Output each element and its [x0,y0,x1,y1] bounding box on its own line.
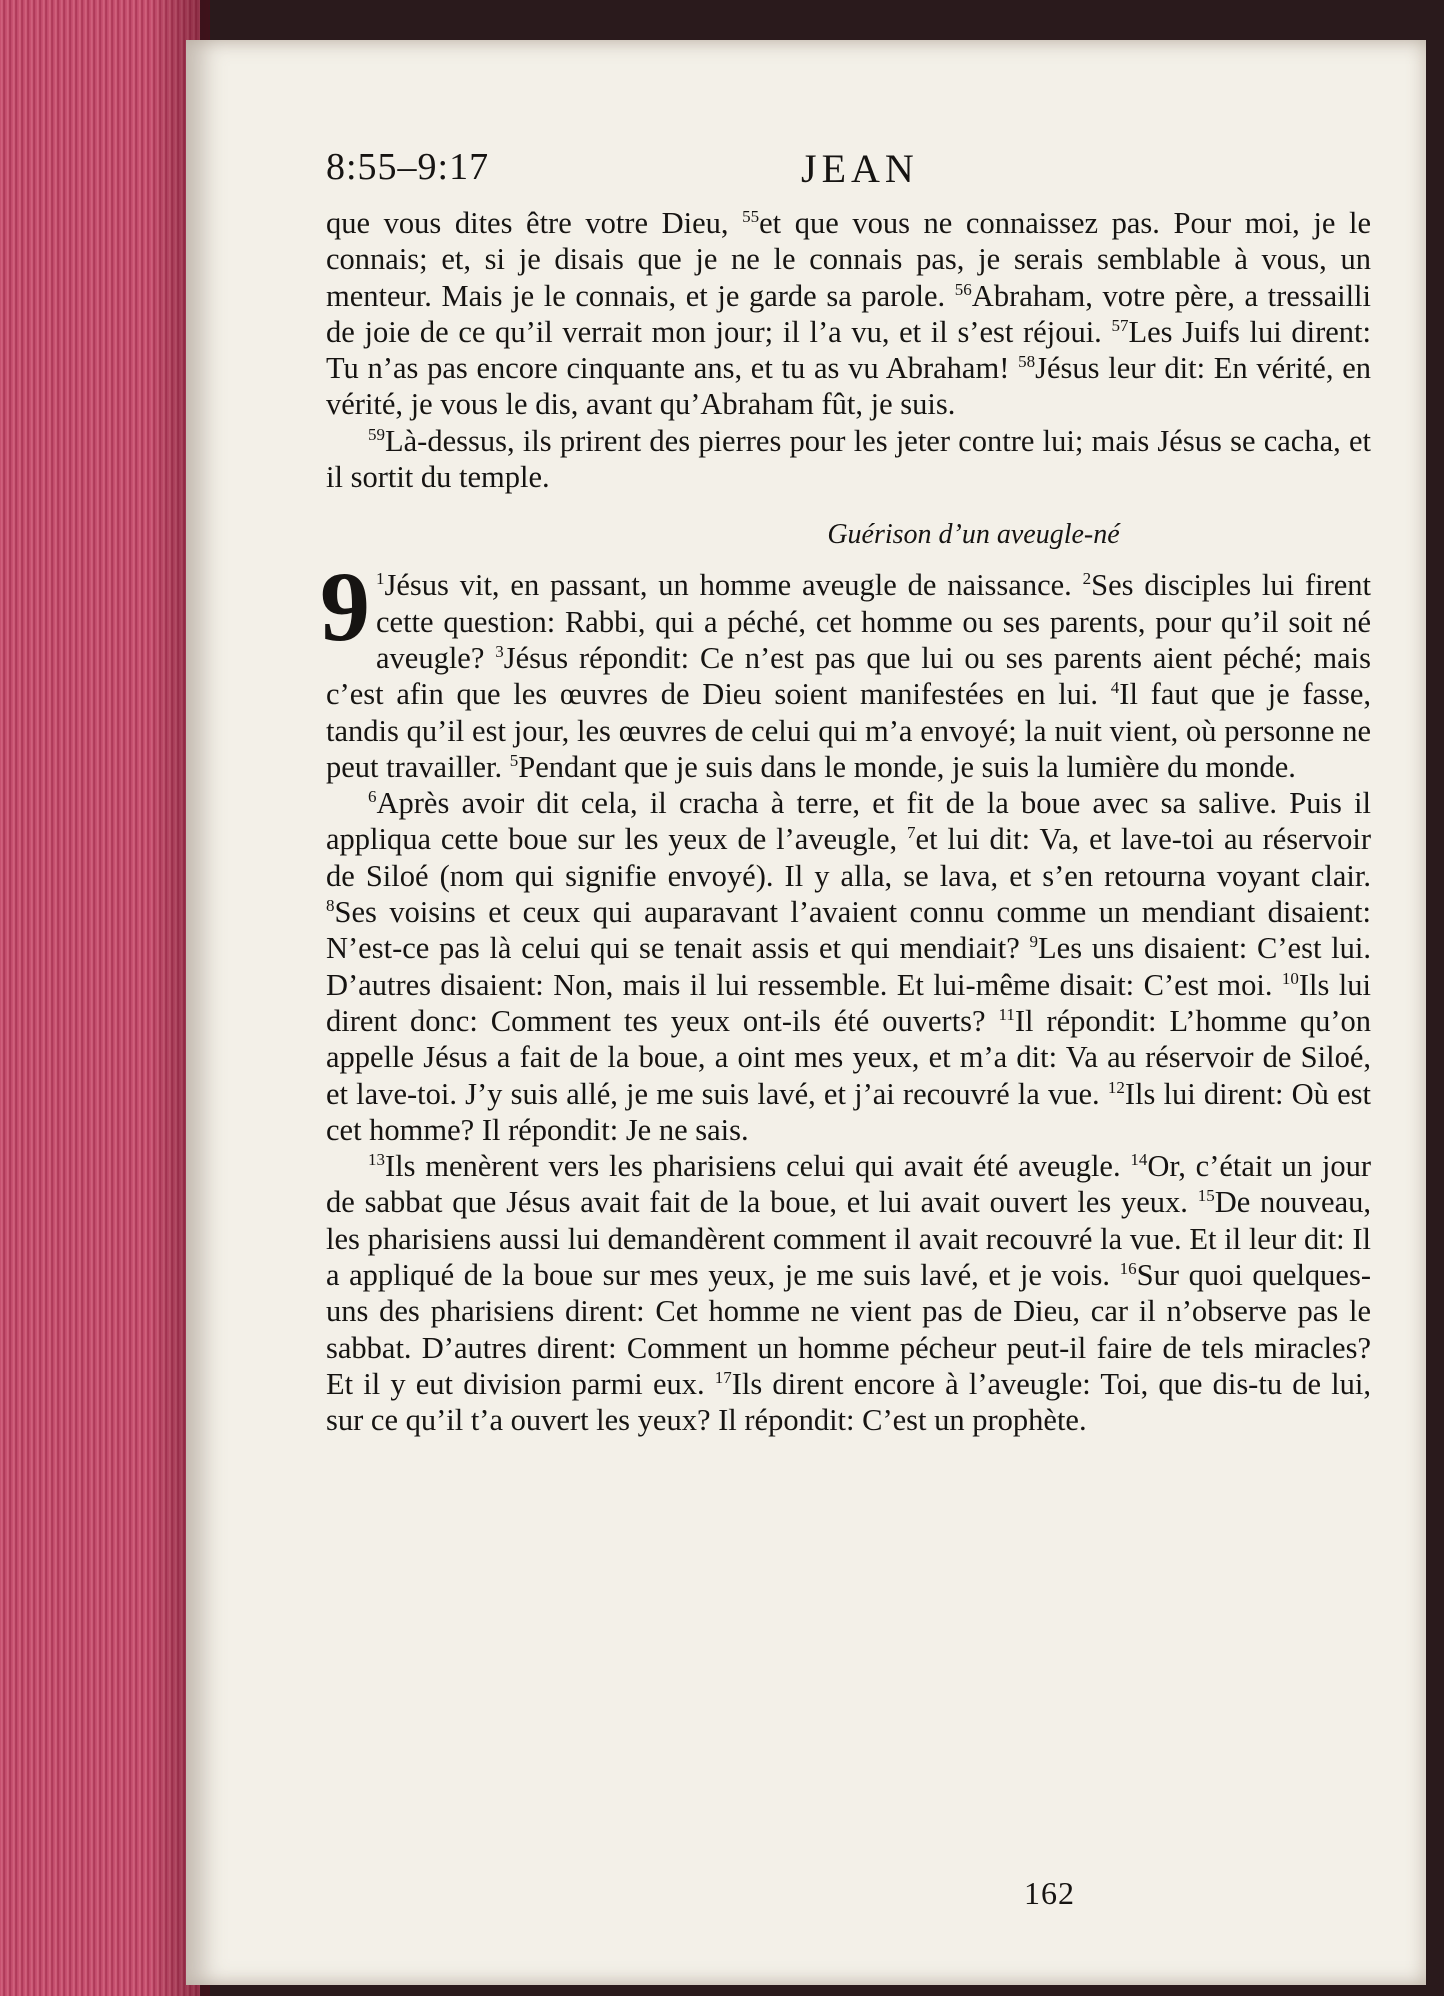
verse-number: 56 [954,279,972,299]
verse-text: De nouveau, les pharisiens aussi lui demandèrent comment il avait recouvré la vue. Et il leur dit: Il a appliqué de la boue sur mes yeux, je me suis lavé, et je vois. [326,1185,1371,1293]
paragraph-chapter-2 [326,1148,1371,1438]
book-title: JEAN [801,146,919,191]
verse-number: 6 [368,787,377,807]
verse-text: Ils lui dirent: Où est cet homme? Il répondit: Je ne sais. [326,1076,1371,1147]
verse-number: 5 [509,750,519,770]
verse-number: 13 [368,1150,385,1170]
verse-number: 3 [495,641,504,661]
verse-number: 10 [1281,968,1299,988]
verse-number: 16 [1119,1259,1137,1279]
chapter-number-dropcap: 9 [320,551,370,663]
book-page [186,40,1426,1985]
paragraph-chapter-0 [320,551,1372,785]
verse-text: Abraham, votre père, a tressailli de joie de ce qu’il verrait mon jour; il l’a vu, et il s’est réjoui. [326,278,1371,349]
verse-number: 57 [1111,315,1129,335]
verse-text: Les uns disaient: C’est lui. D’autres disaient: Non, mais il lui ressemble. Et lui-même disait: C’est moi. [326,931,1371,1002]
verse-text: Or, c’était un jour de sabbat que Jésus avait fait de la boue, et lui avait ouvert les yeux. [326,1149,1371,1220]
verse-text: Ils dirent encore à l’aveugle: Toi, que dis-tu de lui, sur ce qu’il t’a ouvert les yeux? Il répondit: C’est un prophète. [326,1366,1371,1438]
verse-number: 12 [1107,1077,1125,1097]
verse-text: Ses disciples lui firent cette question: Rabbi, qui a péché, cet homme ou ses parents, pour qu’il soit né aveugle? [376,568,1371,675]
verse-text: Ils menèrent vers les pharisiens celui qui avait été aveugle. [385,1149,1131,1184]
verse-number: 2 [1082,569,1092,589]
verse-text: Jésus vit, en passant, un homme aveugle de naissance. [384,568,1083,603]
verse-number: 7 [907,823,916,843]
paragraph-chapter-1 [326,785,1371,1148]
verse-text: Il répondit: L’homme qu’on appelle Jésus a fait de la boue, a oint mes yeux, et m’a dit: Va au réservoir de Siloé, et lave-toi. J’y suis allé, je me suis lavé, et j’ai recouvré la vue. [326,1003,1371,1111]
verse-text: Après avoir dit cela, il cracha à terre, et fit de la boue avec sa salive. Puis il appliqua cette boue sur les yeux de l’aveugle, [326,786,1371,857]
verse-number: 8 [326,896,335,916]
verse-text: Pendant que je suis dans le monde, je suis la lumière du monde. [518,749,1296,784]
paragraph-top-0 [326,205,1371,423]
verse-text: Ils lui dirent donc: Comment tes yeux ont-ils été ouverts? [326,967,1371,1038]
verse-text: Les Juifs lui dirent: Tu n’as pas encore cinquante ans, et tu as vu Abraham! [326,314,1371,386]
verse-text: Il faut que je fasse, tandis qu’il est jour, les œuvres de celui qui m’a envoyé; la nuit vient, où personne ne peut travailler. [326,677,1371,784]
verse-number: 59 [368,424,385,444]
verse-text: et lui dit: Va, et lave-toi au réservoir de Siloé (nom qui signifie envoyé). Il y alla, se lava, et s’en retourna voyant clair. [326,822,1371,893]
verse-number: 55 [742,207,760,226]
verse-text: Jésus répondit: Ce n’est pas que lui ou ses parents aient péché; mais c’est afin que les œuvres de Dieu soient manifestées en lui. [326,640,1372,712]
verse-number: 11 [998,1004,1015,1024]
verse-text: que vous dites être votre Dieu, [326,206,743,240]
running-header [326,145,1371,205]
verse-text: et que vous ne connaissez pas. Pour moi, je le connais; et, si je disais que je ne le connais pas, je serais semblable à vous, un menteur. Mais je le connais, et je garde sa parole. [326,206,1371,313]
verse-number: 4 [1110,678,1120,698]
verse-number: 15 [1197,1186,1215,1206]
paragraph-top-1 [326,423,1371,496]
section-heading: Guérison d’un aveugle-né [827,519,1120,551]
verse-number: 17 [714,1367,732,1387]
verse-text: Sur quoi quelques-uns des pharisiens dirent: Cet homme ne vient pas de Dieu, car il n’observe pas le sabbat. D’autres dirent: Comment un homme pécheur peut-il faire de tels miracles? Et il y eut division parmi eux. [326,1258,1371,1401]
verse-number: 58 [1018,352,1036,372]
chapter-verse-reference: 8:55–9:17 [326,146,490,188]
verse-text: Ses voisins et ceux qui auparavant l’avaient connu comme un mendiant disaient: N’est-ce pas là celui qui se tenait assis et qui mendiait? [326,895,1371,966]
verse-number: 9 [1029,932,1039,952]
verse-number: 14 [1130,1150,1148,1170]
verse-text: Là-dessus, ils prirent des pierres pour les jeter contre lui; mais Jésus se cacha, et il sortit du temple. [326,423,1371,495]
page-number: 162 [1024,1875,1075,1911]
verse-number: 1 [376,569,385,589]
page-content [320,145,1372,1439]
verse-text: Jésus leur dit: En vérité, en vérité, je vous le dis, avant qu’Abraham fût, je suis. [326,351,1371,422]
